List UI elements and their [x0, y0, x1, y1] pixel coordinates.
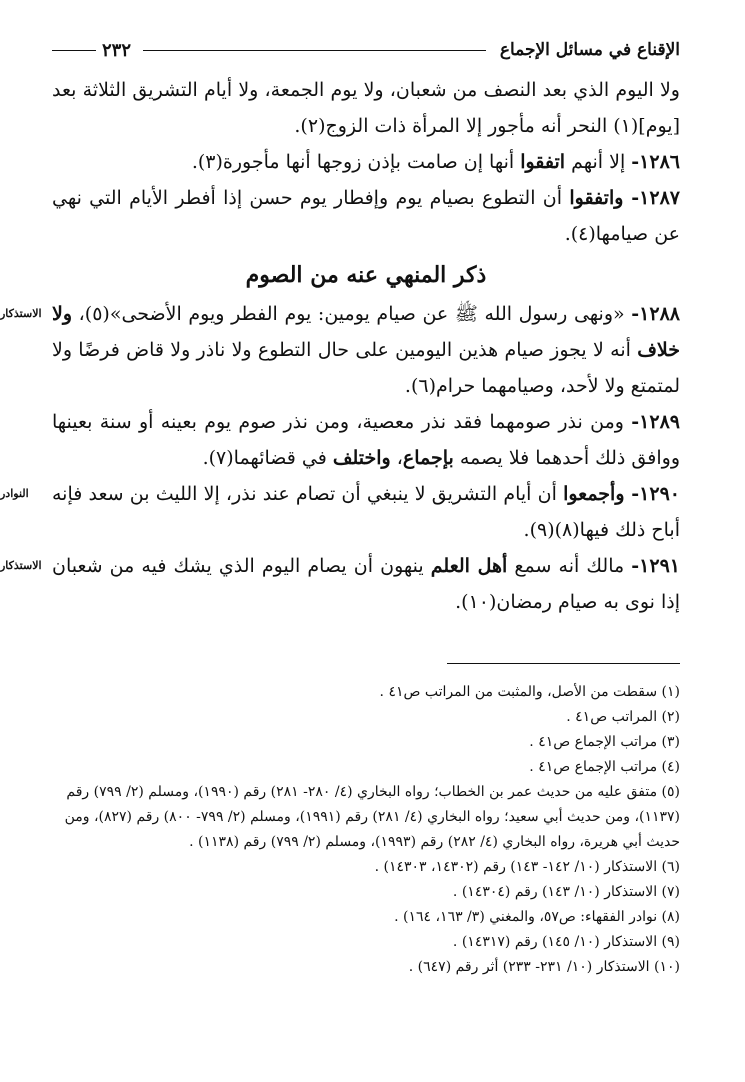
footnote: (٨) نوادر الفقهاء: ص٥٧، والمغني (٣/ ١٦٣، ١٦٤) . [394, 909, 680, 925]
margin-source-label: الاستذكار [0, 307, 42, 320]
issue-number: ١٢٩١- [631, 555, 680, 577]
issue-number: ١٢٨٨- [631, 303, 680, 325]
footnote-separator [447, 663, 680, 664]
main-text [0, 72, 680, 620]
footnote: (٦) الاستذكار (١٠/ ١٤٢- ١٤٣) رقم (١٤٣٠٢، ١٤٣٠٣) . [374, 859, 680, 875]
issue-number: ١٢٩٠- [631, 483, 680, 505]
footnote: (١٠) الاستذكار (١٠/ ٢٣١- ٢٣٣) أثر رقم (٦٤٧) . [408, 959, 680, 975]
footnote: (٧) الاستذكار (١٠/ ١٤٣) رقم (١٤٣٠٤) . [452, 884, 680, 900]
paragraph-1291: الاستذكار ١٢٩١- مالك أنه سمع أهل العلم ينهون أن يصام اليوم الذي يشك فيه من شعبان إذا نوى به صيام رمضان(١٠). [52, 548, 680, 620]
paragraph-1287: ١٢٨٧- واتفقوا أن التطوع بصيام يوم وإفطار يوم حسن إذا أفطر الأيام التي نهي عن صيامها(٤). [52, 187, 680, 245]
consensus-term: وأجمعوا [563, 483, 632, 505]
disagreement-term: واختلف [332, 447, 391, 469]
header-rule-end [52, 50, 96, 51]
paragraph-1286: ١٢٨٦- إلا أنهم اتفقوا أنها إن صامت بإذن زوجها أنها مأجورة(٣). [191, 151, 680, 173]
consensus-term: واتفقوا [569, 187, 632, 209]
paragraph-1290: النوادر ١٢٩٠- وأجمعوا أن أيام التشريق لا ينبغي أن تصام عند نذر، إلا الليث بن سعد فإنه أباح ذلك فيها(٨)(٩). [52, 476, 680, 548]
footnote: (٢) المراتب ص٤١ . [566, 709, 680, 725]
consensus-term: بإجماع [402, 447, 454, 469]
page-number: ٢٣٢ [102, 39, 132, 61]
consensus-term: ولا خلاف [52, 303, 680, 361]
issue-number: ١٢٨٦- [631, 151, 680, 173]
footnote: (٤) مراتب الإجماع ص٤١ . [529, 759, 680, 775]
consensus-term: أهل العلم [430, 555, 508, 577]
paragraph-1289: ١٢٨٩- ومن نذر صومهما فقد نذر معصية، ومن نذر صوم يوم بعينه أو سنة بعينها ووافق ذلك أحدهما فلا يصمه بإجماع، واختلف في قضائهما(٧). [52, 411, 680, 469]
consensus-term: اتفقوا [520, 151, 566, 173]
footnote: (٥) متفق عليه من حديث عمر بن الخطاب؛ رواه البخاري (٤/ ٢٨٠- ٢٨١) رقم (١٩٩٠)، ومسلم (٢/ ٧٩٩) رقم (١١٣٧)، ومن حديث أبي سعيد؛ رواه البخاري (٤/ ٢٨١) رقم (١٩٩١)، ومسلم (٢/ ٧٩٩- ٨٠٠) رقم (٨٢٧)، ومن حديث أبي هريرة، رواه البخاري (٤/ ٢٨٢) رقم (١٩٩٣)، ومسلم (٢/ ٧٩٩) رقم (١١٣٨) . [64, 784, 680, 850]
issue-number: ١٢٨٧- [631, 187, 680, 209]
footnote: (٣) مراتب الإجماع ص٤١ . [529, 734, 680, 750]
section-heading: ذكر المنهي عنه من الصوم [245, 262, 487, 288]
margin-source-label: النوادر [0, 487, 29, 500]
book-title: الإقناع في مسائل الإجماع [499, 40, 680, 60]
header-rule [143, 50, 486, 51]
footnote: (٩) الاستذكار (١٠/ ١٤٥) رقم (١٤٣١٧) . [452, 934, 680, 950]
footnotes [52, 680, 680, 980]
running-header [52, 30, 680, 70]
issue-number: ١٢٨٩- [631, 411, 680, 433]
paragraph-continuation: ولا اليوم الذي بعد النصف من شعبان، ولا يوم الجمعة، ولا أيام التشريق الثلاثة بعد [يوم](١) النحر أنه مأجور إلا المرأة ذات الزوج(٢). [52, 79, 680, 137]
footnote: (١) سقطت من الأصل، والمثبت من المراتب ص٤١ . [379, 684, 680, 700]
paragraph-1288: الاستذكار ١٢٨٨- «ونهى رسول الله ﷺ عن صيام يومين: يوم الفطر ويوم الأضحى»(٥)، ولا خلاف أنه لا يجوز صيام هذين اليومين على حال التطوع ولا ناذر ولا قاض فرضًا ولا لمتمتع ولا لأحد، وصيامهما حرام(٦). [52, 296, 680, 404]
margin-source-label: الاستذكار [0, 559, 42, 572]
